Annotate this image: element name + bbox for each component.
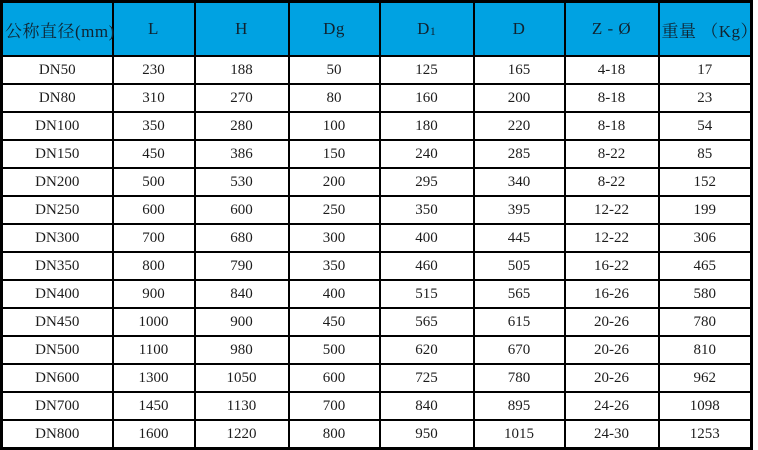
table-cell: 199	[659, 196, 752, 224]
table-cell: 80	[289, 84, 380, 112]
table-cell: 8-18	[565, 84, 659, 112]
table-row	[2, 336, 752, 364]
table-cell: 530	[195, 168, 289, 196]
table-cell: 270	[195, 84, 289, 112]
table-row	[2, 112, 752, 140]
table-cell: 895	[474, 392, 565, 420]
table-cell: 300	[289, 224, 380, 252]
table-cell: 20-26	[565, 336, 659, 364]
table-cell: 565	[380, 308, 474, 336]
table-cell: 810	[659, 336, 752, 364]
table-cell: 280	[195, 112, 289, 140]
table-cell: 505	[474, 252, 565, 280]
table-cell: 600	[195, 196, 289, 224]
table-cell: 20-26	[565, 364, 659, 392]
header-cell-bolt-holes	[565, 2, 659, 57]
table-cell: 840	[195, 280, 289, 308]
table-cell: 24-26	[565, 392, 659, 420]
table-cell: 160	[380, 84, 474, 112]
table-cell: 1098	[659, 392, 752, 420]
table-cell: 580	[659, 280, 752, 308]
row-label-cell: DN500	[2, 336, 113, 364]
table-cell: 680	[195, 224, 289, 252]
table-cell: 350	[380, 196, 474, 224]
header-label: Z - Ø	[592, 19, 631, 38]
row-label-cell: DN100	[2, 112, 113, 140]
header-label-subscript: 1	[430, 24, 436, 38]
table-cell: 4-18	[565, 56, 659, 84]
header-label: H	[235, 19, 248, 38]
table-cell: 400	[289, 280, 380, 308]
table-cell: 1100	[113, 336, 195, 364]
table-cell: 1000	[113, 308, 195, 336]
table-cell: 725	[380, 364, 474, 392]
table-cell: 445	[474, 224, 565, 252]
table-cell: 1015	[474, 420, 565, 449]
table-cell: 386	[195, 140, 289, 168]
table-cell: 1300	[113, 364, 195, 392]
table-cell: 310	[113, 84, 195, 112]
table-cell: 1220	[195, 420, 289, 449]
header-cell-nominal-diameter	[2, 2, 113, 57]
table-cell: 54	[659, 112, 752, 140]
header-label: D	[417, 19, 430, 38]
row-label-cell: DN300	[2, 224, 113, 252]
header-label: 重量 （Kg）	[662, 22, 758, 41]
table-cell: 12-22	[565, 224, 659, 252]
table-cell: 295	[380, 168, 474, 196]
table-cell: 700	[289, 392, 380, 420]
table-cell: 962	[659, 364, 752, 392]
table-cell: 8-22	[565, 168, 659, 196]
table-cell: 12-22	[565, 196, 659, 224]
header-cell-H	[195, 2, 289, 57]
table-cell: 1050	[195, 364, 289, 392]
table-cell: 350	[289, 252, 380, 280]
header-row	[2, 2, 752, 57]
table-cell: 200	[289, 168, 380, 196]
table-cell: 900	[195, 308, 289, 336]
table-cell: 450	[113, 140, 195, 168]
table-cell: 600	[289, 364, 380, 392]
table-row	[2, 420, 752, 449]
table-cell: 240	[380, 140, 474, 168]
table-cell: 152	[659, 168, 752, 196]
table-cell: 340	[474, 168, 565, 196]
table-cell: 23	[659, 84, 752, 112]
header-label: Dg	[323, 19, 345, 38]
table-row	[2, 84, 752, 112]
table-row	[2, 140, 752, 168]
table-cell: 840	[380, 392, 474, 420]
table-row	[2, 168, 752, 196]
table-cell: 565	[474, 280, 565, 308]
table-row	[2, 280, 752, 308]
table-row	[2, 392, 752, 420]
table-cell: 950	[380, 420, 474, 449]
row-label-cell: DN150	[2, 140, 113, 168]
table-cell: 980	[195, 336, 289, 364]
row-label-cell: DN50	[2, 56, 113, 84]
table-cell: 125	[380, 56, 474, 84]
table-cell: 1450	[113, 392, 195, 420]
table-cell: 900	[113, 280, 195, 308]
table-cell: 85	[659, 140, 752, 168]
table-cell: 780	[659, 308, 752, 336]
header-cell-L	[113, 2, 195, 57]
table-cell: 670	[474, 336, 565, 364]
table-row	[2, 252, 752, 280]
table-cell: 24-30	[565, 420, 659, 449]
table-cell: 150	[289, 140, 380, 168]
header-cell-D1	[380, 2, 474, 57]
table-cell: 16-22	[565, 252, 659, 280]
table-cell: 600	[113, 196, 195, 224]
table-cell: 400	[380, 224, 474, 252]
table-cell: 465	[659, 252, 752, 280]
table-cell: 500	[289, 336, 380, 364]
table-cell: 16-26	[565, 280, 659, 308]
table-cell: 180	[380, 112, 474, 140]
table-cell: 17	[659, 56, 752, 84]
table-cell: 200	[474, 84, 565, 112]
header-cell-Dg	[289, 2, 380, 57]
table-cell: 800	[113, 252, 195, 280]
row-label-cell: DN80	[2, 84, 113, 112]
row-label-cell: DN450	[2, 308, 113, 336]
table-cell: 1253	[659, 420, 752, 449]
header-label: L	[148, 19, 159, 38]
table-cell: 220	[474, 112, 565, 140]
table-cell: 515	[380, 280, 474, 308]
row-label-cell: DN800	[2, 420, 113, 449]
table-row	[2, 56, 752, 84]
table-cell: 285	[474, 140, 565, 168]
table-cell: 230	[113, 56, 195, 84]
row-label-cell: DN200	[2, 168, 113, 196]
table-row	[2, 196, 752, 224]
row-label-cell: DN350	[2, 252, 113, 280]
table-row	[2, 364, 752, 392]
table-cell: 188	[195, 56, 289, 84]
header-cell-D	[474, 2, 565, 57]
table-cell: 306	[659, 224, 752, 252]
table-row	[2, 308, 752, 336]
header-label: D	[513, 19, 526, 38]
table-cell: 8-18	[565, 112, 659, 140]
row-label-cell: DN250	[2, 196, 113, 224]
table-cell: 1130	[195, 392, 289, 420]
table-cell: 450	[289, 308, 380, 336]
table-cell: 20-26	[565, 308, 659, 336]
table-cell: 500	[113, 168, 195, 196]
table-cell: 460	[380, 252, 474, 280]
table-cell: 50	[289, 56, 380, 84]
table-body	[2, 56, 752, 449]
table-cell: 165	[474, 56, 565, 84]
header-cell-weight	[659, 2, 752, 57]
table-cell: 620	[380, 336, 474, 364]
table-cell: 8-22	[565, 140, 659, 168]
row-label-cell: DN600	[2, 364, 113, 392]
table-cell: 350	[113, 112, 195, 140]
table-cell: 395	[474, 196, 565, 224]
row-label-cell: DN700	[2, 392, 113, 420]
table-cell: 700	[113, 224, 195, 252]
table-row	[2, 224, 752, 252]
table-cell: 790	[195, 252, 289, 280]
header-label: 公称直径(mm)	[5, 22, 115, 41]
table-cell: 1600	[113, 420, 195, 449]
table-cell: 780	[474, 364, 565, 392]
table-cell: 250	[289, 196, 380, 224]
table-cell: 800	[289, 420, 380, 449]
table-cell: 100	[289, 112, 380, 140]
row-label-cell: DN400	[2, 280, 113, 308]
table-cell: 615	[474, 308, 565, 336]
